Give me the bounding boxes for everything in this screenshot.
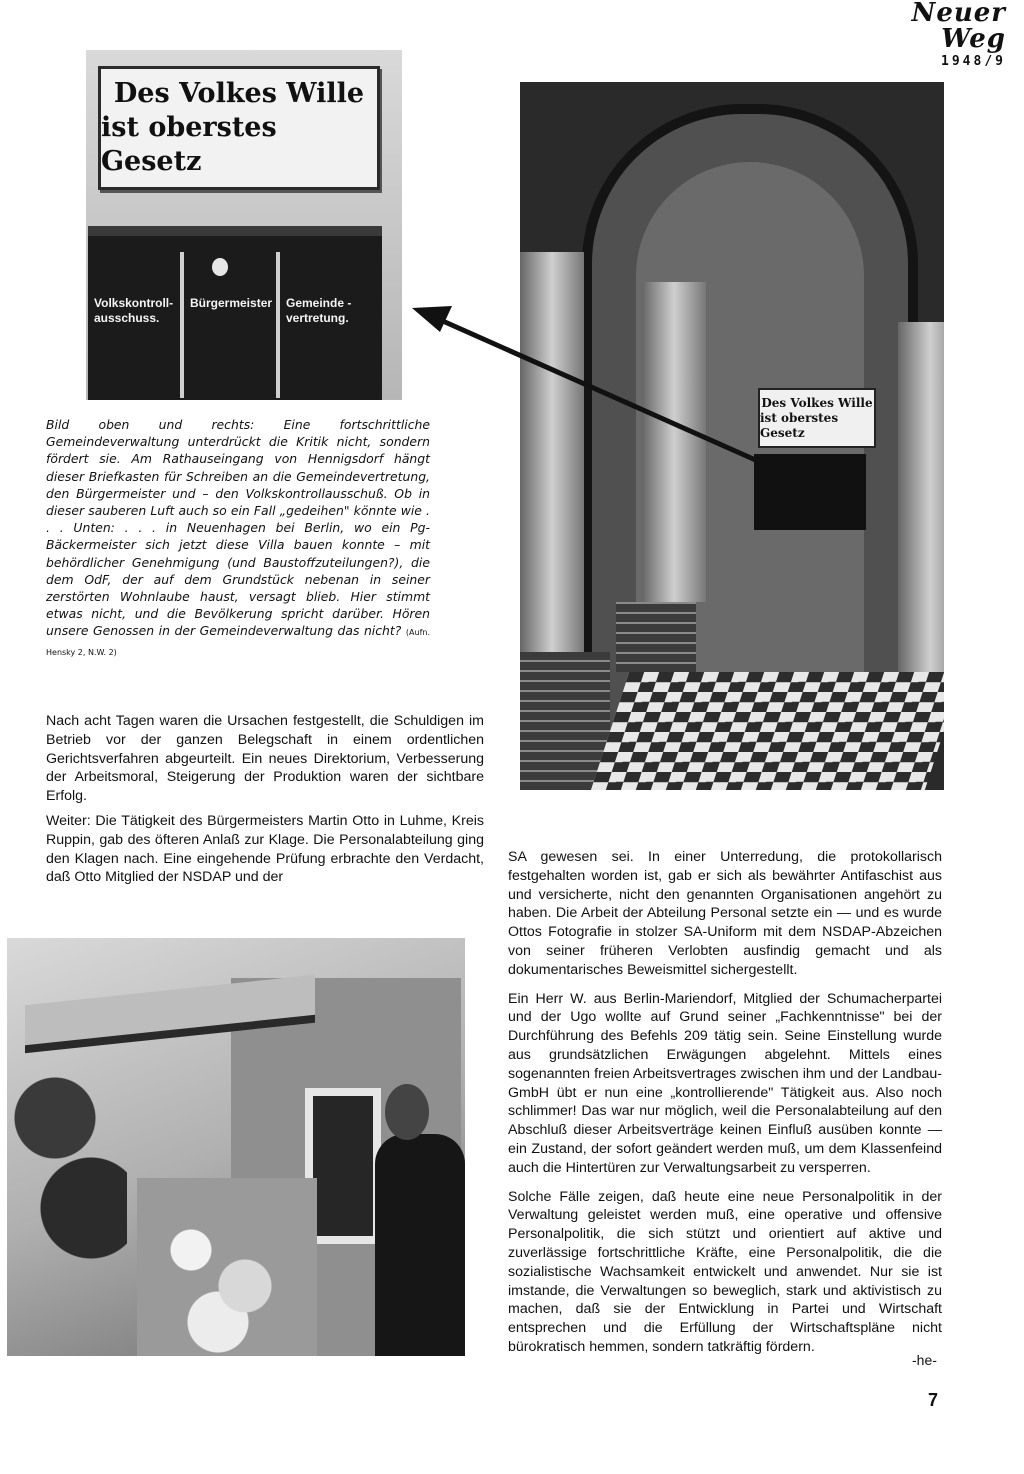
column-right [898,322,944,702]
slot1-label-line2: ausschuss. [94,311,160,325]
left-column [46,712,484,893]
mailbox-photo [86,50,402,400]
issue-number: 1948/9 [941,54,1006,69]
sign-line-1: Des Volkes Wille [113,78,365,109]
left-paragraph-2: Weiter: Die Tätigkeit des Bürgermeisters Martin Otto in Luhme, Kreis Ruppin, gab des öfteren Anlaß zur Klage. Die Personalabteilung ging den Klagen nach. Eine eingehende Prüfung erbrachte den Verdacht, daß Otto Mitglied der NSDAP und der [46,812,484,886]
left-paragraph-1: Nach acht Tagen waren die Ursachen festgestellt, die Schuldigen im Betrieb vor der ganzen Belegschaft in einem ordentlichen Gerichtsverfahren abgeurteilt. Ein neues Direktorium, Verbesserung der Arbeitsmoral, Steigerung der Produktion waren der sichtbare Erfolg. [46,713,484,805]
column-center [642,282,706,602]
photo-caption [46,416,430,661]
author-signature: -he- [912,1352,937,1368]
slot-volkskontrollausschuss [88,252,184,398]
entrance-sign-line-2: ist oberstes Gesetz [760,410,839,440]
right-paragraph-2: Ein Herr W. aus Berlin-Mariendorf, Mitglied der Schumacherpartei und der Ugo wollte auf Grund seiner „Fachkenntnisse" bei der Durchführung des Befehls 209 tätig sein. Seine Einstellung wurde aus grundsätzlichen Erwägungen abgelehnt. Mittels eines sogenannten freien Arbeitsvertrages zwischen ihm und der Landbau-GmbH übt er nun eine „kontrollierende" Tätigkeit aus. Also noch schlimmer! Das war nur möglich, weil die Personalabteilung auf den Abschluß dieser Arbeitsverträge keinen Einfluß ausüben konnte — ein Zustand, der sofort geändert werden muß, um dem Klassenfeind auch die Hintertüren zur Verwaltungsarbeit zu versperren. [508,990,942,1176]
photo-credit: (Aufn. Hensky 2, N.W. 2) [46,628,430,657]
right-paragraph-1: SA gewesen sei. In einer Unterredung, die protokollarisch festgehalten worden ist, gab er sich als bewährter Antifaschist aus und versicherte, nicht den genannten Organisationen angehört zu haben. Die Arbeit der Abteilung Personal setzte ein — und es wurde Ottos Fotografie in stolzer SA-Uniform mit dem NSDAP-Abzeichen von seiner früheren Verlobten ausfindig gemacht und als dokumentarisches Beweismittel sichergestellt. [508,849,942,978]
slot-gemeindevertretung [280,252,380,398]
slot3-label-line2: vertretung. [286,311,349,325]
right-column [508,848,942,1363]
mailbox-sign [98,66,380,190]
masthead-title: Neuer Weg [911,0,1006,54]
slot2-label: Bürgermeister [190,296,273,310]
brick-base-center [616,602,696,672]
slot1-label-line1: Volkskontroll- [94,296,174,310]
slot3-label-line1: Gemeinde - [286,296,352,310]
masthead [846,0,1006,69]
entrance-photo [520,82,944,790]
caption-text: Bild oben und rechts: Eine fortschrittliche Gemeindeverwaltung unterdrückt die Kritik nicht, sondern fördert sie. Am Rathauseingang von Hennigsdorf hängt dieser Briefkasten für Schreiben an die Gemeindevertretung, den Bürgermeister und – den Volkskontrollausschuß. Ob in dieser sauberen Luft auch so ein Fall „gedeihen" könnte wie . . . Unten: . . . in Neuenhagen bei Berlin, wo ein Pg-Bäckermeister sich jetzt diese Villa bauen konnte – mit behördlicher Genehmigung (und Baustoffzuteilungen?), die dem OdF, der auf dem Grundstück nebenan in seiner zerstörten Wohnlaube haust, versagt blieb. Hier stimmt etwas nicht, und die Bevölkerung spricht darüber. Hören unsere Genossen in der Gemeindeverwaltung das nicht? [46,417,430,639]
rubble [137,1178,317,1356]
slot-buergermeister [184,252,280,398]
column-left [520,252,584,652]
ruined-house-photo [7,938,465,1356]
right-paragraph-3: Solche Fälle zeigen, daß heute eine neue Personalpolitik in der Verwaltung geleistet werden muß, eine operative und offensive Personalpolitik, die sich stützt und orientiert auf aktive und zuverlässige fortschrittliche Kräfte, eine Personalpolitik, die die sozialistische Wachsamkeit entwickelt und anwendet. Nur sie ist imstande, die Verwaltungen so beweglich, stark und aktivistisch zu machen, daß sie der Entwicklung in Partei und Wirtschaft entsprechen und die Erfüllung der Wirtschaftspläne nicht bürokratisch hemmen, sondern tatkräftig fördern. [508,1188,942,1355]
emblem-icon [212,258,228,276]
page-number: 7 [928,1390,939,1410]
mailbox [88,226,382,400]
man-figure [375,1084,465,1356]
entrance-mailbox [754,454,866,530]
entrance-sign [758,388,876,448]
entrance-sign-line-1: Des Volkes Wille [761,395,873,410]
sign-line-2: ist oberstes Gesetz [101,112,277,177]
checkered-floor [591,672,944,790]
